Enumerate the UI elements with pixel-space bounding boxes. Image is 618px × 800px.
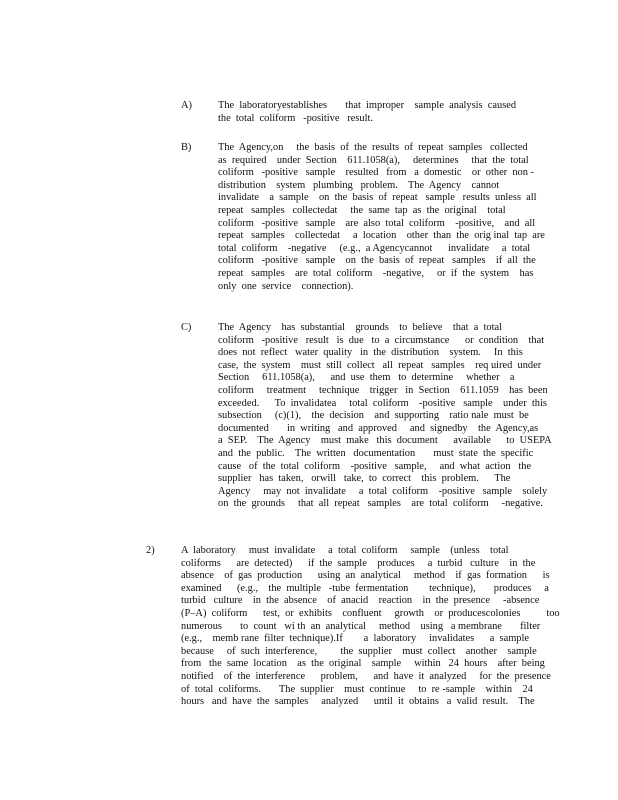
text-line: coliforms are detected) if the sample produces a turbid culture in the bbox=[181, 557, 536, 569]
subsection-text bbox=[218, 142, 545, 293]
text-line: supplier has taken, orwill take, to correct this problem. The bbox=[218, 473, 511, 485]
text-line: Section 611.1058(a), and use them to determine whether a bbox=[218, 372, 515, 384]
text-line: documented in writing and approved and signedby the Agency,as bbox=[218, 422, 539, 434]
text-line: turbid culture in the absence of anacid reaction in the presence -absence bbox=[181, 595, 540, 607]
subsection-text bbox=[218, 322, 552, 511]
text-line: repeat samples collectedat the same tap as the original total bbox=[218, 204, 506, 216]
text-line: absence of gas production using an analytical method if gas formation is bbox=[181, 570, 550, 582]
text-line: coliform -positive sample on the basis of repeat samples if all the bbox=[218, 255, 536, 267]
text-line: coliform -positive sample are also total coliform -positive, and all bbox=[218, 217, 536, 229]
text-line: cause of the total coliform -positive sample, and what action the bbox=[218, 460, 532, 472]
text-line: examined (e.g., the multiple -tube fermentation technique), produces a bbox=[181, 582, 549, 594]
text-line: repeat samples collectedat a location other than the orig inal tap are bbox=[218, 230, 545, 242]
text-line: The laboratoryestablishes that improper sample analysis caused bbox=[218, 100, 517, 111]
text-line: The Agency,on the basis of the results of repeat samples collected bbox=[218, 142, 528, 153]
text-line: A laboratory must invalidate a total coliform sample (unless total bbox=[181, 545, 509, 556]
subsection-label: A) bbox=[181, 100, 192, 111]
text-line: repeat samples are total coliform -negative, or if the system has bbox=[218, 267, 534, 279]
text-line: (e.g., memb rane filter technique).If a laboratory invalidates a sample bbox=[181, 633, 529, 645]
text-line: from the same location as the original sample within 24 hours after being bbox=[181, 658, 545, 670]
item-text bbox=[181, 545, 560, 709]
subsection-label: B) bbox=[181, 142, 192, 153]
text-line: notified of the interference problem, and have it analyzed for the presence bbox=[181, 670, 551, 682]
text-line: does not reflect water quality in the distribution system. In this bbox=[218, 347, 523, 359]
item-number-label: 2) bbox=[146, 545, 155, 556]
text-line: coliform -positive sample resulted from a domestic or other non - bbox=[218, 167, 534, 179]
text-line: on the grounds that all repeat samples are total coliform -negative. bbox=[218, 498, 543, 510]
text-line: because of such interference, the supplier must collect another sample bbox=[181, 645, 537, 657]
text-line: Agency may not invalidate a total coliform -positive sample solely bbox=[218, 485, 548, 497]
text-line: a SEP. The Agency must make this document available to USEPA bbox=[218, 435, 552, 447]
text-line: (P–A) coliform test, or exhibits confluent growth or producescolonies too bbox=[181, 607, 560, 619]
text-line: case, the system must still collect all repeat samples req uired under bbox=[218, 359, 542, 371]
text-line: coliform treatment technique trigger in Section 611.1059 has been bbox=[218, 384, 548, 396]
text-line: hours and have the samples analyzed until it obtains a valid result. The bbox=[181, 696, 535, 708]
text-line: distribution system plumbing problem. The Agency cannot bbox=[218, 179, 500, 191]
text-line: exceeded. To invalidatea total coliform -positive sample under this bbox=[218, 397, 547, 409]
text-line: the total coliform -positive result. bbox=[218, 112, 373, 124]
text-line: as required under Section 611.1058(a), determines that the total bbox=[218, 154, 529, 166]
text-line: numerous to count wi th an analytical method using a membrane filter bbox=[181, 620, 541, 632]
text-line: subsection (c)(1), the decision and supporting ratio nale must be bbox=[218, 410, 529, 422]
text-line: invalidate a sample on the basis of repeat sample results unless all bbox=[218, 192, 537, 204]
text-line: of total coliforms. The supplier must continue to re -sample within 24 bbox=[181, 683, 533, 695]
subsection-label: C) bbox=[181, 322, 192, 333]
text-line: only one service connection). bbox=[218, 280, 354, 292]
text-line: The Agency has substantial grounds to believe that a total bbox=[218, 322, 502, 333]
subsection-text bbox=[218, 100, 516, 125]
text-line: coliform -positive result is due to a circumstance or condition that bbox=[218, 334, 545, 346]
text-line: total coliform -negative (e.g., a Agencycannot invalidate a total bbox=[218, 242, 531, 254]
text-line: and the public. The written documentation must state the specific bbox=[218, 447, 534, 459]
